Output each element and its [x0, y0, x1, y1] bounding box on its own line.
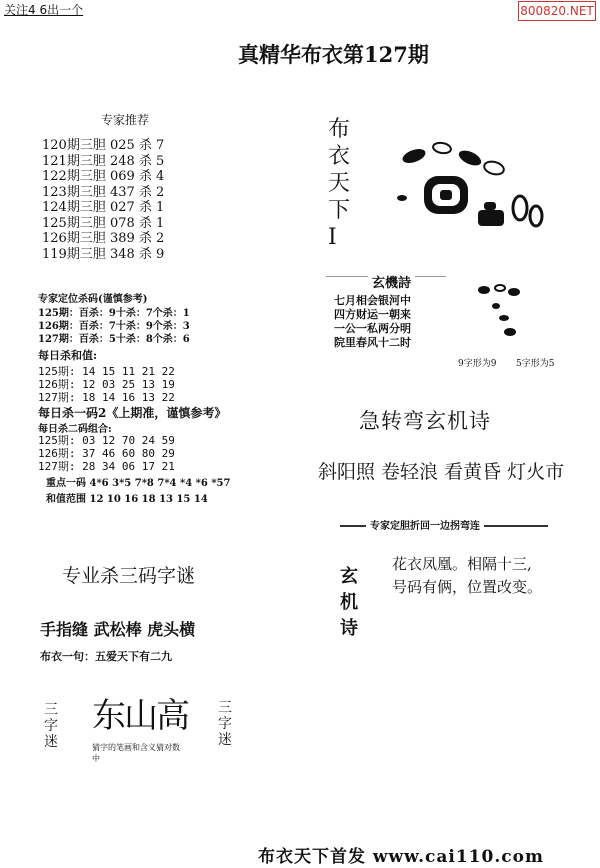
nine-shape-icon: [470, 278, 540, 348]
sum-range-line: 和值范围 12 10 16 18 13 15 14: [46, 494, 208, 505]
expert-pick-panel: [34, 100, 242, 260]
one-code-heading: 每日杀一码2《上期准，谨慎参考》: [38, 406, 227, 420]
poem-line: 院里春风十二时: [334, 336, 411, 349]
riddle-heading: 专业杀三码字谜: [62, 565, 196, 587]
vertical-poem-label: 玄机诗: [340, 566, 358, 639]
one-liner: 布衣一句：五爱天下有二九: [40, 650, 172, 663]
quick-turn-heading: 急转弯玄机诗: [359, 409, 491, 433]
sum-heading: 每日杀和值:: [38, 349, 98, 362]
expert-pick-row: 126期三胆 389 杀 2: [42, 231, 165, 246]
two-code-row: 127期: 28 34 06 17 21: [38, 460, 175, 473]
riddle-note: 猜字的笔画和含义猜对数中: [92, 743, 180, 763]
two-code-row: 125期: 03 12 70 24 59: [38, 434, 175, 447]
expert-banker-line: 专家定胆折回一边拐弯连: [366, 517, 484, 532]
kill-row: 127期：百杀：5十杀：8个杀：6: [38, 334, 190, 345]
side-label-right: 三字迷: [218, 700, 232, 748]
expert-pick-row: 119期三胆 348 杀 9: [42, 246, 165, 262]
expert-pick-row: 120期三胆 025 杀 7: [42, 138, 165, 153]
quick-turn-phrases: 斜阳照 卷轻浪 看黄昏 灯火市: [318, 461, 565, 483]
follow-note: 关注4 6出一个: [4, 3, 84, 17]
riddle-glyph: 东山高: [92, 696, 188, 736]
poem-line: 四方财运一朝来: [334, 308, 411, 321]
expert-pick-row: 123期三胆 437 杀 2: [42, 184, 165, 200]
vertical-title: 布衣天下I: [328, 117, 351, 250]
caption-nine: 9字形为9: [458, 359, 497, 369]
kill-row: 126期：百杀：7十杀：9个杀：3: [38, 321, 190, 332]
verse-line-1: 花衣凤凰。相隔十三,: [392, 555, 532, 573]
expert-pick-row: 124期三胆 027 杀 1: [42, 200, 165, 215]
sum-row: 125期: 14 15 11 21 22: [38, 365, 175, 378]
kill-heading: 专家定位杀码(谨慎参考): [38, 294, 148, 305]
two-code-row: 126期: 37 46 60 80 29: [38, 447, 175, 460]
sum-row: 127期: 18 14 16 13 22: [38, 391, 175, 404]
caption-five: 5字形为5: [516, 359, 555, 369]
side-label-left: 三字迷: [44, 702, 58, 750]
expert-pick-heading: 专家推荐: [101, 113, 150, 127]
sum-row: 126期: 12 03 25 13 19: [38, 378, 175, 391]
footer-text[interactable]: 布衣天下首发 www.cai110.com: [258, 847, 544, 867]
poem-line: 七月相会银河中: [334, 294, 411, 307]
key-code-line: 重点一码 4*6 3*5 7*8 7*4 *4 *6 *57: [46, 478, 231, 489]
poem-line: 一公一私两分明: [334, 322, 411, 335]
page-title: 真精华布衣第127期: [238, 42, 429, 67]
kill-row: 125期：百杀：9十杀：7个杀：1: [38, 308, 190, 319]
expert-pick-row: 121期三胆 248 杀 5: [42, 153, 165, 169]
expert-pick-row: 125期三胆 078 杀 1: [42, 215, 165, 231]
kill-number-panel: [38, 290, 258, 505]
poem-heading: 玄機詩: [368, 272, 415, 291]
mystery-poem-panel: [320, 268, 570, 386]
two-code-heading: 每日杀二码组合:: [38, 424, 112, 435]
abacus-illustration-icon: [390, 138, 550, 238]
expert-pick-row: 122期三胆 069 杀 4: [42, 169, 165, 184]
site-badge[interactable]: 800820.NET: [518, 1, 596, 21]
riddle-words: 手指缝 武松棒 虎头横: [40, 620, 196, 639]
verse-line-2: 号码有俩，位置改变。: [392, 578, 543, 596]
